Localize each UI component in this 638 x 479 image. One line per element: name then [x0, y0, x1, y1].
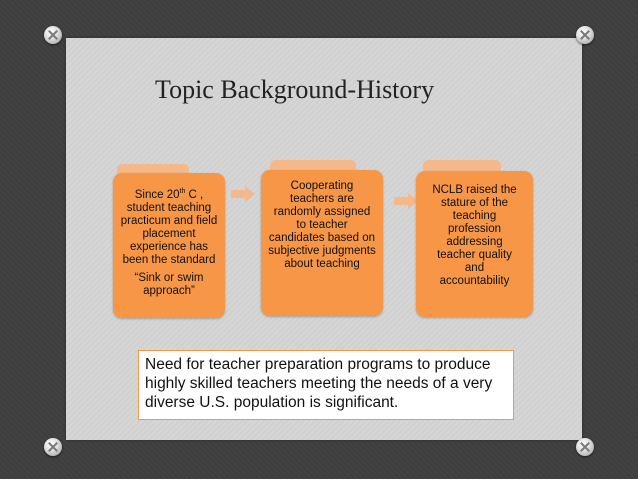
card-3-line-1: NCLB raised the	[432, 184, 517, 196]
summary-note-box	[138, 350, 514, 420]
slide-title: Topic Background-History	[155, 75, 435, 104]
card-1-line-1	[113, 185, 225, 202]
screw-icon-top-right	[576, 26, 594, 44]
card-1-text-a: Since 20	[134, 188, 180, 201]
card-3-line-5: addressing	[446, 236, 503, 248]
card-1-line-2: student teaching	[126, 201, 212, 214]
card-1-line-7: “Sink or swim	[134, 271, 204, 284]
process-card-1	[113, 173, 225, 318]
card-3-line-3: teaching	[452, 210, 497, 222]
summary-note-line-2: highly skilled teachers meeting the needs of a very	[145, 375, 493, 392]
card-1-line-8: approach”	[143, 284, 195, 297]
card-2-line-7: about teaching	[284, 258, 360, 270]
card-3-line-4: profession	[447, 223, 502, 235]
card-1-superscript: th	[179, 188, 186, 195]
summary-note-line-1: Need for teacher preparation programs to produce	[145, 356, 491, 373]
process-card-3	[416, 171, 533, 317]
summary-note-line-3: diverse U.S. population is significant.	[145, 394, 399, 411]
arrow-right-icon-1	[231, 186, 255, 202]
arrow-right-icon-2	[394, 193, 418, 209]
screw-icon-top-left	[44, 26, 62, 44]
card-1-line-4: placement	[142, 227, 196, 240]
card-2-line-5: candidates based on	[268, 232, 376, 244]
screw-icon-bottom-left	[44, 438, 62, 456]
card-2-line-4: to teacher	[296, 219, 348, 231]
card-1-line-6: been the standard	[122, 253, 216, 266]
screw-icon-bottom-right	[576, 438, 594, 456]
card-1-text-b: C ,	[185, 188, 204, 201]
process-card-2	[261, 170, 383, 316]
card-3-line-2: stature of the	[440, 197, 509, 209]
card-1-line-5: experience has	[130, 240, 208, 253]
card-2-line-6: subjective judgments	[268, 245, 376, 257]
card-2-line-1: Cooperating	[290, 180, 354, 192]
card-3-line-7: and	[464, 262, 485, 274]
card-3-line-6: teacher quality	[437, 249, 512, 261]
card-1-line-3: practicum and field	[120, 214, 218, 227]
card-2-line-3: randomly assigned	[273, 206, 371, 218]
card-2-line-2: teachers are	[290, 193, 354, 205]
card-3-line-8: accountability	[439, 275, 510, 287]
